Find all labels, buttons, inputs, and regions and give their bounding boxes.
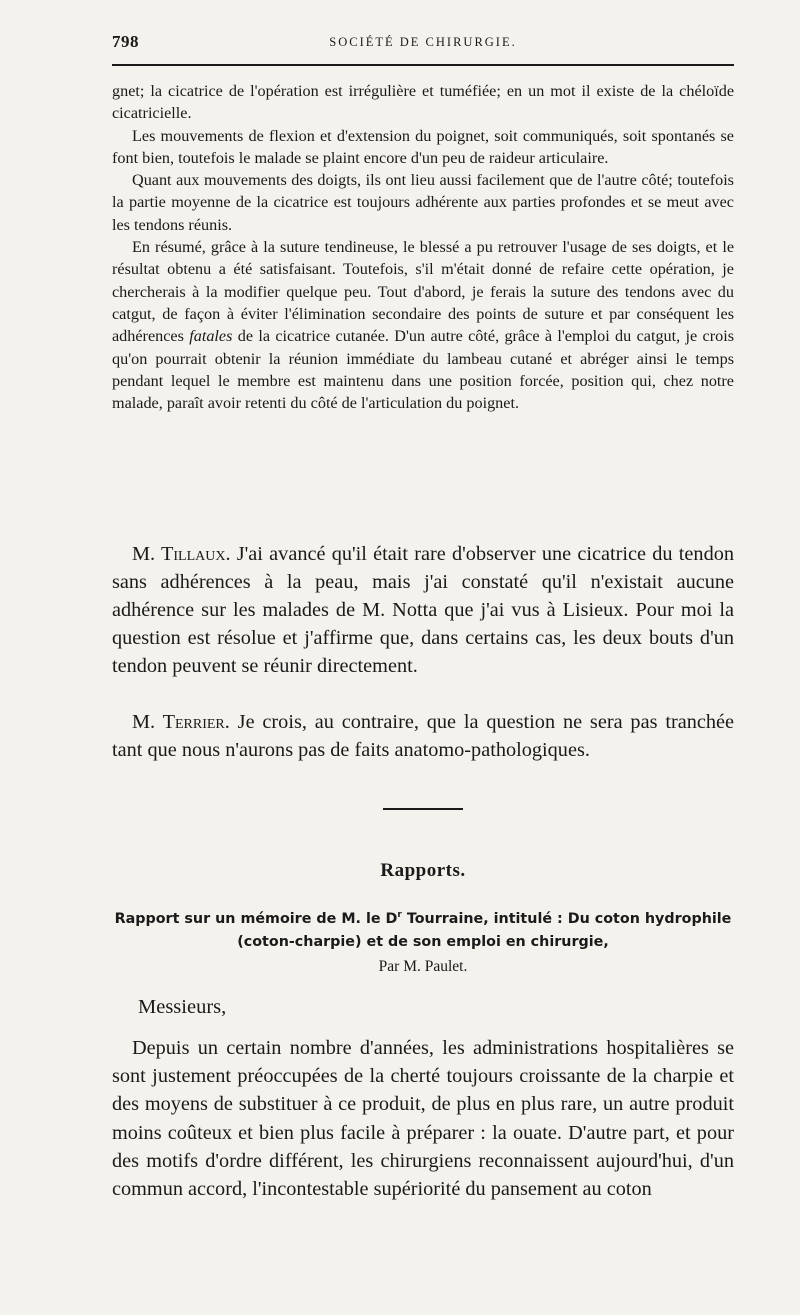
section-separator bbox=[383, 808, 463, 810]
paragraph bbox=[112, 236, 734, 414]
rapport-author: Par M. Paulet. bbox=[378, 958, 468, 975]
italic-word: fatales bbox=[189, 327, 233, 346]
title-superscript: r bbox=[397, 910, 402, 920]
tillaux-remark bbox=[112, 540, 734, 680]
paragraph bbox=[112, 540, 734, 680]
page-header bbox=[112, 32, 734, 56]
observation-text bbox=[112, 80, 734, 414]
remark-text: Je crois, au contraire, que la question ne sera pas tranchée tant que nous n'aurons pas de faits anatomo-pathologiques. bbox=[112, 711, 734, 761]
speaker-name: M. Terrier. bbox=[132, 711, 230, 733]
paragraph: Les mouvements de flexion et d'extension du poignet, soit communiqués, soit spontanés se font bien, toutefois le malade se plaint encore d'un peu de raideur articulaire. bbox=[112, 126, 734, 167]
paragraph bbox=[112, 708, 734, 764]
page-number: 798 bbox=[112, 32, 139, 51]
speaker-name: M. Tillaux. bbox=[132, 543, 231, 565]
paragraph: Quant aux mouvements des doigts, ils ont lieu aussi facilement que de l'autre côté; toutefois la partie moyenne de la cicatrice est toujours adhérente aux parties profondes et se meut avec les tendons réunis. bbox=[112, 171, 734, 234]
section-title: Rapports. bbox=[380, 860, 466, 881]
paragraph: gnet; la cicatrice de l'opération est irrégulière et tuméfiée; en un mot il existe de la chéloïde cicatricielle. bbox=[112, 82, 734, 123]
title-part: Tourraine, intitulé : Du coton hydrophile (coton-charpie) et de son emploi en chirurgie, bbox=[237, 910, 732, 950]
rapport-title bbox=[112, 904, 734, 954]
text-span: En résumé, grâce à la suture tendineuse, le blessé a pu retrouver l'usage de ses doigts, et le résultat obtenu a été satisfaisant. Toutefois, s'il m'était donné de refaire cette opération, je chercherais à la modifier quelque peu. Tout d'abord, je ferais la suture des tendons avec du catgut, de façon à éviter l'élimination secondaire des points de suture et par conséquent les adhérences bbox=[112, 238, 734, 346]
text-span: de la cicatrice cutanée. D'un autre côté, grâce à l'emploi du catgut, je crois qu'on pourrait obtenir la réunion immédiate du lambeau cutané et abréger ainsi le temps pendant lequel le membre est maintenu dans une position forcée, position qui, chez notre malade, paraît avoir retenti du côté de l'articulation du poignet. bbox=[112, 327, 734, 413]
rapport-body bbox=[112, 1034, 734, 1203]
page bbox=[112, 0, 734, 1315]
salutation: Messieurs, bbox=[138, 996, 227, 1018]
remark-text: J'ai avancé qu'il était rare d'observer une cicatrice du tendon sans adhérences à la peau, mais j'ai constaté qu'il n'existait aucune adhérence sur les malades de M. Notta que j'ai vus à Lisieux. Pour moi la question est résolue et j'affirme que, dans certains cas, les deux bouts d'un tendon peuvent se réunir directement. bbox=[112, 543, 734, 677]
paragraph: Depuis un certain nombre d'années, les administrations hospitalières se sont justement préoccupées de la cherté toujours croissante de la charpie et des moyens de substituer à ce produit, de plus en plus rare, un autre produit moins coûteux et bien plus facile à préparer : la ouate. D'autre part, et pour des motifs d'ordre différent, les chirurgiens reconnaissent aujourd'hui, d'un commun accord, l'incontestable supériorité du pansement au coton bbox=[112, 1037, 734, 1201]
header-rule bbox=[112, 64, 734, 66]
terrier-remark bbox=[112, 708, 734, 764]
title-part: Rapport sur un mémoire de M. le D bbox=[114, 910, 398, 927]
running-head: SOCIÉTÉ DE CHIRURGIE. bbox=[329, 35, 517, 49]
